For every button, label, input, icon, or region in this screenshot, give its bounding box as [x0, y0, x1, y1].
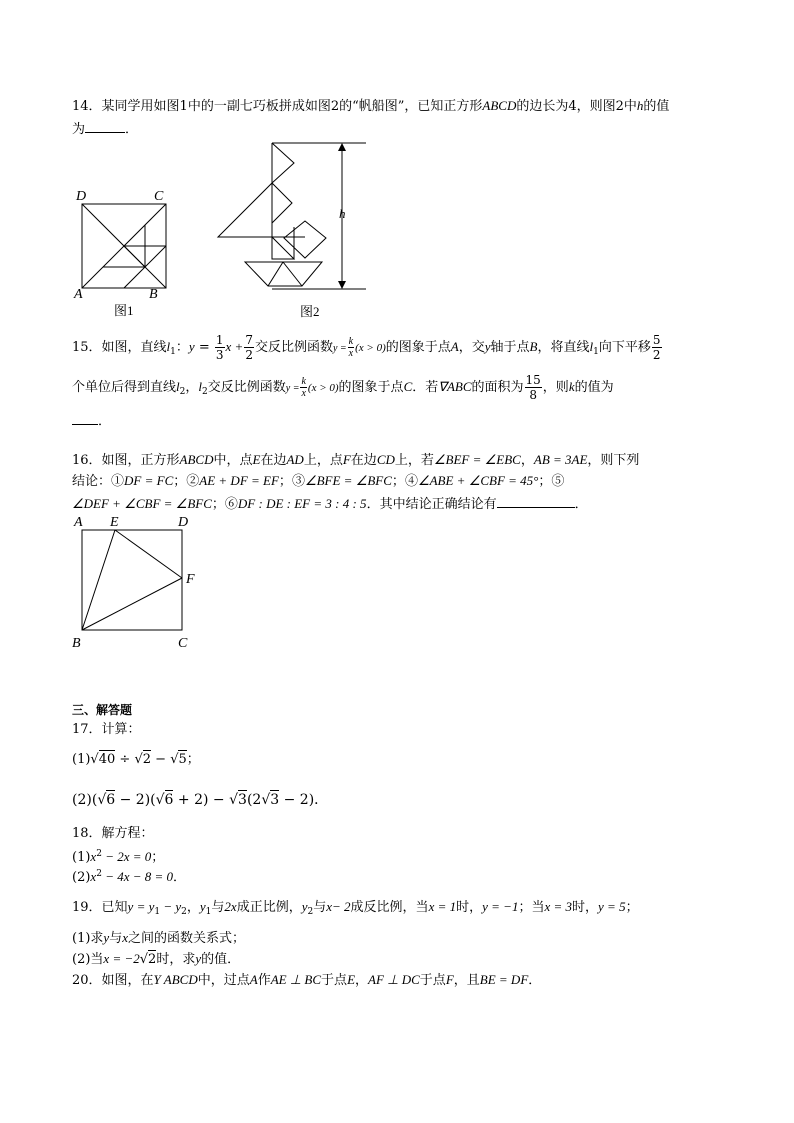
frac-five-halves: $\frac{5}{2}$	[652, 333, 661, 362]
fig1-label-B: B	[149, 287, 158, 302]
fig-label-A: A	[74, 515, 83, 530]
fig-label-D: D	[178, 515, 189, 530]
fig-label-B: B	[72, 636, 81, 651]
figure-2-sailboat	[210, 138, 380, 323]
q19-part1: (1)求y与x之间的函数关系式；	[72, 930, 246, 946]
q16-line3: ∠DEF + ∠CBF = ∠BFC；⑥DF : DE : EF = 3 : 4 : 5．其中结论正确结论有 ．	[72, 493, 588, 514]
q18-part1: $(1)x^2 - 2x = 0$；	[72, 849, 165, 865]
q17-part2: (2)(√6 − 2)(√6 + 2) − √3(2√3 − 2)．	[72, 792, 329, 808]
figure-1-tangram	[70, 185, 180, 320]
q18-part2: $(2)x^2 - 4x - 8 = 0$．	[72, 869, 187, 885]
fig2-label-h: h	[339, 206, 346, 221]
frac-seven-halves: $\frac{7}{2}$	[245, 333, 253, 362]
answer-blank[interactable]	[72, 410, 98, 425]
fig2-caption: 图2	[300, 304, 320, 319]
q16-line2: 结论：①DF = FC；②AE + DF = EF；③∠BFE = ∠BFC；④∠ABE + ∠CBF = 45°；⑤	[72, 473, 565, 489]
fig1-caption: 图1	[114, 303, 134, 318]
frac-fifteen-eighths: $\frac{15}{8}$	[525, 373, 541, 402]
fig1-label-A: A	[74, 287, 83, 302]
q16-line1: 16．如图，正方形ABCD中，点E在边AD上，点F在边CD上，若∠BEF = ∠EBC，AB = 3AE，则下列	[72, 452, 640, 468]
q15-line2: 个单位后得到直线$l_2$，$l_2$交反比例函数y = $\frac{k}{x}$ (x > 0)的图象于点C．若∇ABC的面积为 $\frac{15}{8}$ ，则k的值为	[72, 373, 614, 402]
q19-line1: 19．已知$y = y_1 - y_2$，$y_1$与2x成正比例，$y_2$与x− 2成反比例，当x = 1时，y = −1；当x = 3时，y = 5；	[72, 899, 639, 917]
q17-title: 17．计算：	[72, 722, 141, 737]
q15-line3: ．	[72, 410, 111, 431]
answer-blank[interactable]	[497, 493, 575, 508]
q18-title: 18．解方程：	[72, 826, 154, 841]
answer-blank[interactable]	[85, 118, 125, 133]
fig-label-C: C	[178, 636, 188, 651]
q20-line1: 20．如图，在Y ABCD中，过点A作AE ⊥ BC于点E，AF ⊥ DC于点F，且BE = DF．	[72, 972, 542, 988]
section-heading: 三、解答题	[72, 703, 133, 717]
q17-part1: (1)√40 ÷ √2 − √5；	[72, 752, 200, 767]
frac-k-over-x: $\frac{k}{x}$	[348, 336, 354, 359]
q19-part2: (2)当x = −2√2时，求y的值．	[72, 951, 241, 967]
q14-line1: 14．某同学用如图1中的一副七巧板拼成如图2的“帆船图”，已知正方形ABCD的边长为4，则图2中h的值	[72, 98, 670, 114]
figure-square-abcd	[68, 512, 208, 654]
q15-line1: 15．如图，直线$l_1$：y = $\frac{1}{3}$ x + $\frac{7}{2}$ 交反比例函数y = $\frac{k}{x}$ (x > 0)的图象于点A，交y轴于点B，将直线$l_1$向下平移 $\frac{5}{2}$	[72, 333, 661, 362]
q14-line2: 为 ．	[72, 118, 138, 139]
fig1-label-C: C	[154, 189, 164, 204]
fig1-label-D: D	[76, 189, 87, 204]
fig-label-F: F	[186, 572, 195, 587]
frac-one-third: $\frac{1}{3}$	[215, 333, 224, 362]
fig-label-E: E	[110, 515, 119, 530]
